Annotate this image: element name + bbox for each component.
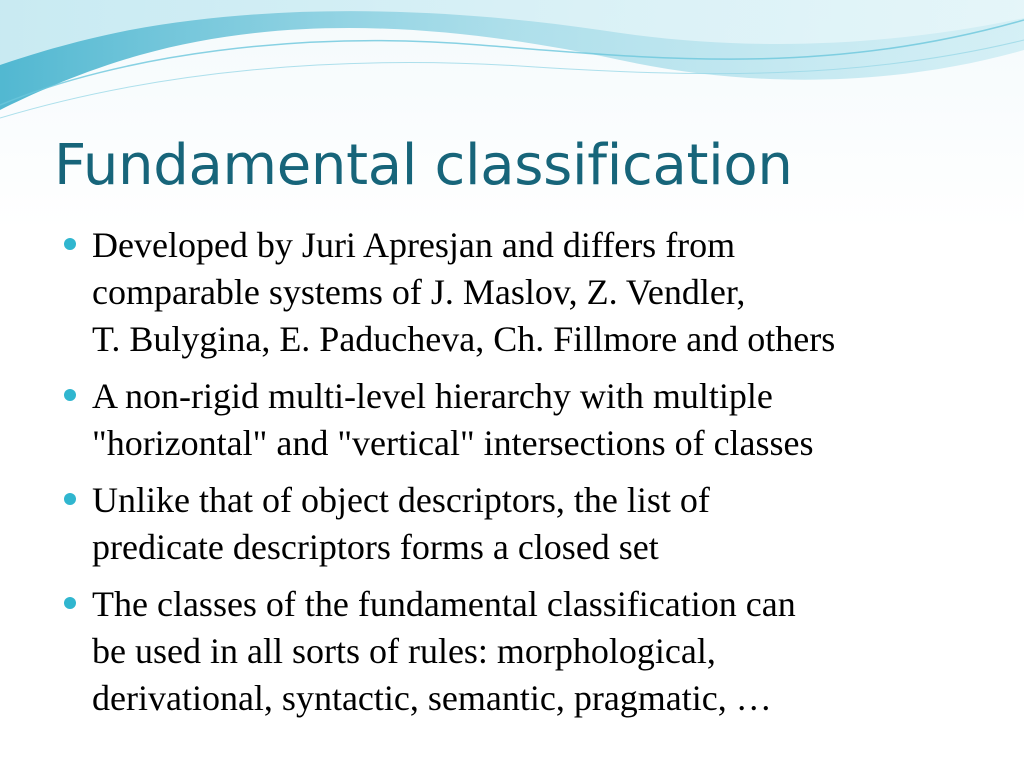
bullet-line: comparable systems of J. Maslov, Z. Vendler, [92, 272, 746, 312]
bullet-item [62, 222, 1012, 363]
bullet-item [62, 477, 1012, 571]
bullet-line: be used in all sorts of rules: morphological, [92, 631, 716, 671]
bullet-line: predicate descriptors forms a closed set [92, 527, 659, 567]
bullet-icon [64, 597, 76, 609]
bullet-line: derivational, syntactic, semantic, pragmatic, … [92, 678, 772, 718]
bullet-icon [64, 238, 76, 250]
bullet-line: T. Bulygina, E. Paducheva, Ch. Fillmore and others [92, 319, 836, 359]
bullet-line: The classes of the fundamental classification can [92, 584, 796, 624]
bullet-line: "horizontal" and "vertical" intersections of classes [92, 423, 814, 463]
bullet-item [62, 373, 1012, 467]
bullet-item [62, 581, 1012, 722]
bullet-list [62, 222, 1012, 732]
bullet-icon [64, 389, 76, 401]
bullet-line: A non-rigid multi-level hierarchy with multiple [92, 376, 773, 416]
bullet-line: Unlike that of object descriptors, the list of [92, 480, 710, 520]
slide-title: Fundamental classification [54, 133, 793, 198]
bullet-line: Developed by Juri Apresjan and differs from [92, 225, 736, 265]
bullet-icon [64, 493, 76, 505]
header-wave-decoration [0, 0, 1024, 130]
